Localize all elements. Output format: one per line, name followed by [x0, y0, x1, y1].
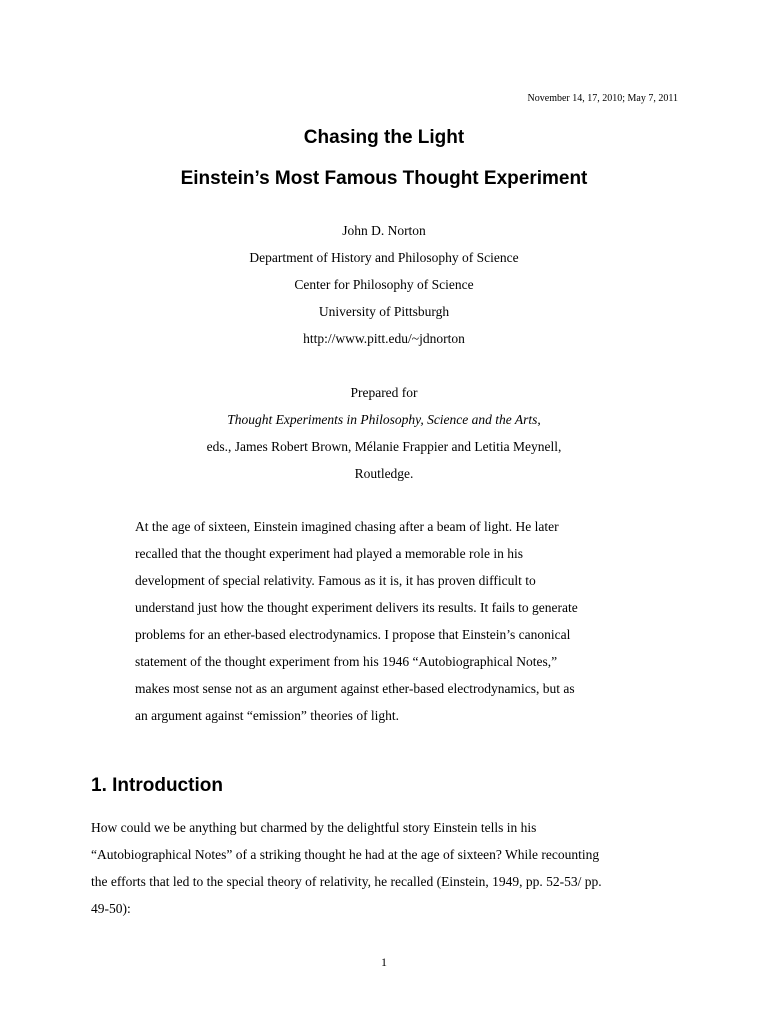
abstract-line: understand just how the thought experiment delivers its results. It fails to generate: [135, 600, 578, 615]
abstract-line: recalled that the thought experiment had played a memorable role in his: [135, 546, 523, 561]
intro-line: 49-50):: [91, 901, 131, 916]
intro-paragraph: [91, 814, 691, 922]
author-name: John D. Norton: [342, 223, 426, 238]
publisher-line: Routledge.: [354, 466, 414, 481]
document-date: November 14, 17, 2010; May 7, 2011: [527, 93, 678, 104]
author-url: http://www.pitt.edu/~jdnorton: [303, 331, 465, 346]
intro-line: the efforts that led to the special theory of relativity, he recalled (Einstein, 1949, pp. 52-53/ pp.: [91, 874, 602, 889]
abstract-line: makes most sense not as an argument against ether-based electrodynamics, but as: [135, 681, 575, 696]
book-title-suffix: ,: [537, 412, 541, 427]
editors-line: eds., James Robert Brown, Mélanie Frappier and Letitia Meynell,: [206, 439, 562, 454]
title-line-2: Einstein’s Most Famous Thought Experiment: [180, 168, 588, 189]
author-university: University of Pittsburgh: [318, 304, 450, 319]
abstract-line: development of special relativity. Famous as it is, it has proven difficult to: [135, 573, 536, 588]
prepared-for-label: Prepared for: [350, 385, 418, 400]
author-center: Center for Philosophy of Science: [294, 277, 474, 292]
intro-line: How could we be anything but charmed by the delightful story Einstein tells in his: [91, 820, 537, 835]
abstract-line: an argument against “emission” theories of light.: [135, 708, 400, 723]
book-title-line: [0, 412, 768, 428]
author-department: Department of History and Philosophy of Science: [249, 250, 519, 265]
abstract-line: statement of the thought experiment from his 1946 “Autobiographical Notes,”: [135, 654, 558, 669]
book-title: Thought Experiments in Philosophy, Science and the Arts: [227, 412, 538, 427]
section-heading: 1. Introduction: [91, 775, 223, 796]
page-number: 1: [381, 955, 387, 969]
title-line-1: Chasing the Light: [303, 127, 465, 148]
intro-line: “Autobiographical Notes” of a striking thought he had at the age of sixteen? While recounting: [91, 847, 600, 862]
abstract-line: problems for an ether-based electrodynamics. I propose that Einstein’s canonical: [135, 627, 571, 642]
abstract-line: At the age of sixteen, Einstein imagined chasing after a beam of light. He later: [135, 519, 559, 534]
abstract: [135, 513, 635, 729]
